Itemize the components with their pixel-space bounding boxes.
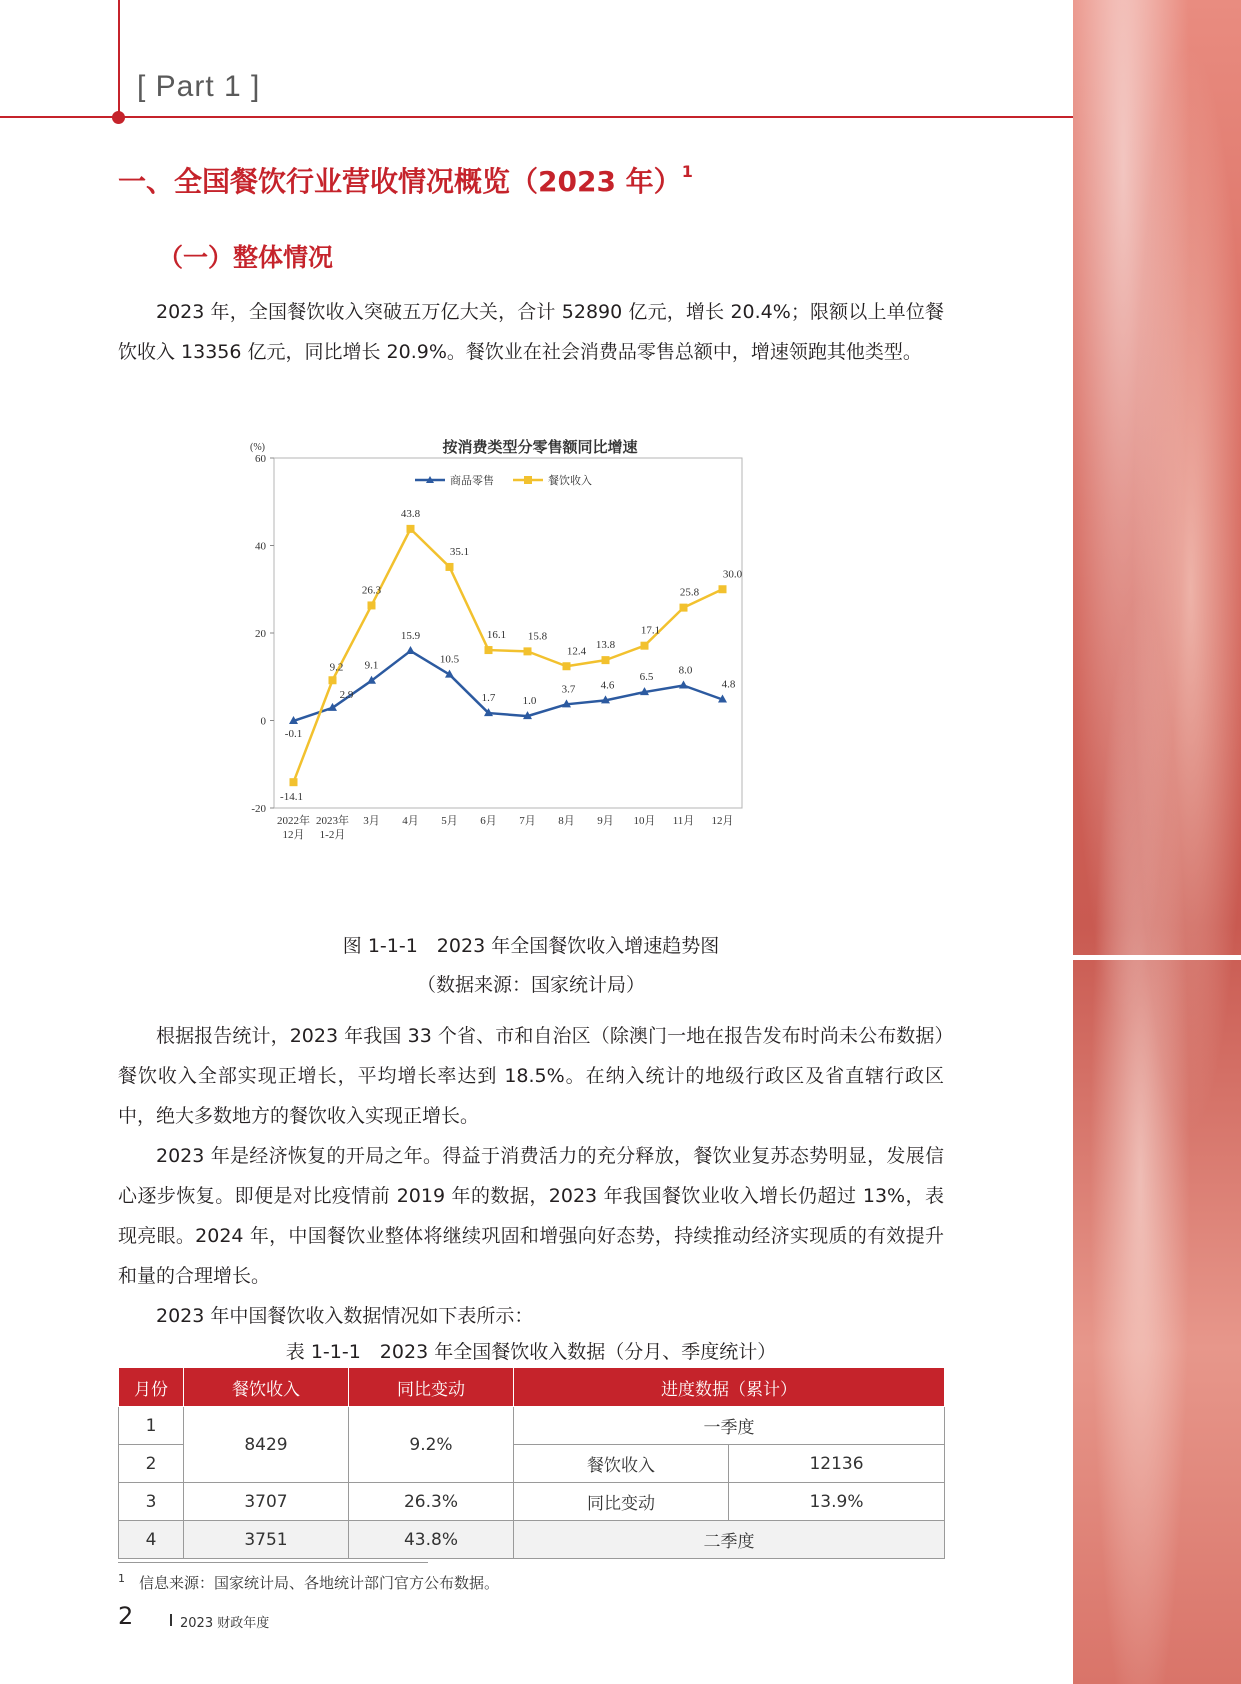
data-point-catering — [563, 662, 571, 670]
x-tick-label: 10月 — [633, 815, 656, 827]
y-tick-label: 0 — [260, 715, 266, 728]
header-rule-dot — [112, 111, 125, 124]
legend-label: 商品零售 — [450, 474, 494, 487]
figure-source: （数据来源：国家统计局） — [416, 974, 645, 996]
x-tick-label: 12月 — [711, 815, 734, 827]
cell-month: 1 — [119, 1407, 184, 1445]
data-label: 9.1 — [364, 659, 379, 672]
section-subtitle: （一）整体情况 — [158, 243, 334, 272]
figure-caption: 图 1-1-1 2023 年全国餐饮收入增速趋势图 — [342, 935, 720, 957]
table-caption: 表 1-1-1 2023 年全国餐饮收入数据（分月、季度统计） — [285, 1341, 777, 1363]
data-label: 6.5 — [639, 671, 654, 684]
data-label: 2.9 — [339, 688, 354, 701]
x-tick-label: 3月 — [363, 815, 380, 827]
legend-label: 餐饮收入 — [548, 474, 592, 487]
table-row — [119, 1407, 945, 1445]
cell-revenue-merged: 8429 — [184, 1407, 349, 1483]
data-label: 30.0 — [722, 568, 743, 581]
chart-ylabel: (%) — [250, 442, 265, 453]
table-row — [119, 1483, 945, 1521]
data-label: 26.3 — [361, 584, 382, 597]
x-tick-label: 4月 — [402, 815, 419, 827]
data-point-catering — [602, 656, 610, 664]
data-label: 43.8 — [400, 507, 421, 520]
x-tick-label: 1-2月 — [319, 829, 346, 841]
cell-revenue: 3707 — [184, 1483, 349, 1521]
data-label: 1.0 — [522, 695, 537, 708]
data-label: 17.1 — [640, 624, 661, 637]
data-label: 8.0 — [678, 664, 693, 677]
cell-month: 2 — [119, 1445, 184, 1483]
data-point-catering — [680, 604, 688, 612]
footer-publication: 2023 财政年度 — [180, 1616, 270, 1631]
x-tick-label: 7月 — [519, 815, 536, 827]
data-label: 12.4 — [566, 645, 587, 658]
data-point-catering — [407, 525, 415, 533]
x-tick-label: 2023年 — [316, 815, 349, 827]
header-change: 同比变动 — [349, 1368, 514, 1407]
y-tick-label: 60 — [255, 453, 266, 465]
header-revenue: 餐饮收入 — [184, 1368, 349, 1407]
data-label: 35.1 — [449, 545, 470, 558]
footnote-mark: 1 — [118, 1572, 125, 1585]
header-progress: 进度数据（累计） — [514, 1368, 945, 1407]
data-point-catering — [446, 563, 454, 571]
paragraph-overview: 2023 年，全国餐饮收入突破五万亿大关，合计 52890 亿元，增长 20.4%；限额以上单位餐饮收入 13356 亿元，同比增长 20.9%。餐饮业在社会消费品零售总额中，增速领跑其他类型。 — [118, 301, 944, 363]
x-tick-label: 8月 — [558, 815, 575, 827]
data-label: 25.8 — [679, 586, 700, 599]
chart-title: 按消费类型分零售额同比增速 — [442, 438, 638, 456]
header-horizontal-rule — [0, 116, 1073, 118]
data-label: 15.8 — [527, 630, 548, 643]
cell-progress-q1: 一季度 — [514, 1407, 945, 1445]
header-month: 月份 — [119, 1368, 184, 1407]
part-label: [ Part 1 ] — [137, 70, 261, 103]
page-number: 2 — [118, 1602, 134, 1630]
paragraph-provinces: 根据报告统计，2023 年我国 33 个省、市和自治区（除澳门一地在报告发布时尚未公布数据）餐饮收入全部实现正增长，平均增长率达到 18.5%。在纳入统计的地级行政区及省直辖行政区中，绝大多数地方的餐饮收入实现正增长。 — [118, 1025, 944, 1127]
x-tick-label: 9月 — [597, 815, 614, 827]
cell-progress-value: 12136 — [729, 1445, 945, 1483]
data-label: 15.9 — [400, 629, 421, 642]
cell-change: 43.8% — [349, 1521, 514, 1559]
data-label: -14.1 — [280, 791, 303, 804]
data-point-catering — [329, 676, 337, 684]
data-point-catering — [368, 601, 376, 609]
series-line-triangle — [294, 651, 723, 721]
data-label: 4.6 — [600, 679, 615, 692]
cell-change-merged: 9.2% — [349, 1407, 514, 1483]
data-point-catering — [524, 647, 532, 655]
y-tick-label: 40 — [255, 540, 266, 553]
cell-progress-value: 13.9% — [729, 1483, 945, 1521]
data-label: 4.8 — [721, 678, 736, 691]
paragraph-recovery: 2023 年是经济恢复的开局之年。得益于消费活力的充分释放，餐饮业复苏态势明显，发展信心逐步恢复。即便是对比疫情前 2019 年的数据，2023 年我国餐饮业收入增长仍超过 13%，表现亮眼。2024 年，中国餐饮业整体将继续巩固和增强向好态势，持续推动经济实现质的有效提升和量的合理增长。 — [118, 1145, 944, 1287]
chart-plot-frame — [274, 458, 742, 808]
revenue-table — [118, 1367, 945, 1559]
x-tick-label: 5月 — [441, 815, 458, 827]
x-tick-label: 2022年 — [277, 815, 310, 827]
data-label: -0.1 — [284, 727, 303, 740]
x-tick-label: 12月 — [282, 829, 305, 841]
x-tick-label: 6月 — [480, 815, 497, 827]
cell-progress-q2: 二季度 — [514, 1521, 945, 1559]
data-point-catering — [641, 642, 649, 650]
data-label: 16.1 — [486, 629, 507, 642]
series-line-square — [294, 529, 723, 782]
data-label: 9.2 — [329, 661, 344, 674]
x-tick-label: 11月 — [672, 815, 695, 827]
legend-marker-square — [524, 476, 532, 484]
growth-trend-chart — [240, 436, 820, 906]
section-title — [118, 160, 693, 200]
cell-progress-label: 餐饮收入 — [514, 1445, 729, 1483]
footnote — [118, 1572, 499, 1593]
header-vertical-rule — [118, 0, 120, 118]
footer-divider — [170, 1614, 172, 1626]
growth-trend-chart-svg — [240, 436, 820, 906]
cell-month: 4 — [119, 1521, 184, 1559]
data-point-retail — [679, 681, 688, 689]
cell-revenue: 3751 — [184, 1521, 349, 1559]
data-point-catering — [485, 646, 493, 654]
section-title-footnote-mark: 1 — [681, 161, 693, 181]
cell-change: 26.3% — [349, 1483, 514, 1521]
data-label: 1.7 — [481, 692, 496, 705]
cell-progress-label: 同比变动 — [514, 1483, 729, 1521]
table-row — [119, 1521, 945, 1559]
data-point-catering — [719, 585, 727, 593]
side-photo-strip — [1073, 0, 1241, 1684]
paragraph-table-intro: 2023 年中国餐饮收入数据情况如下表所示： — [156, 1305, 534, 1327]
footnote-text: 信息来源：国家统计局、各地统计部门官方公布数据。 — [139, 1574, 500, 1592]
data-point-retail — [406, 646, 415, 654]
data-label: 13.8 — [595, 639, 616, 652]
data-point-catering — [290, 778, 298, 786]
section-title-text: 一、全国餐饮行业营收情况概览（2023 年） — [118, 165, 682, 198]
cell-month: 3 — [119, 1483, 184, 1521]
table-header-row — [119, 1368, 945, 1407]
data-label: 3.7 — [561, 683, 576, 696]
y-tick-label: -20 — [251, 803, 266, 815]
data-label: 10.5 — [439, 653, 460, 666]
footnote-rule — [118, 1562, 428, 1563]
y-tick-label: 20 — [255, 628, 266, 640]
